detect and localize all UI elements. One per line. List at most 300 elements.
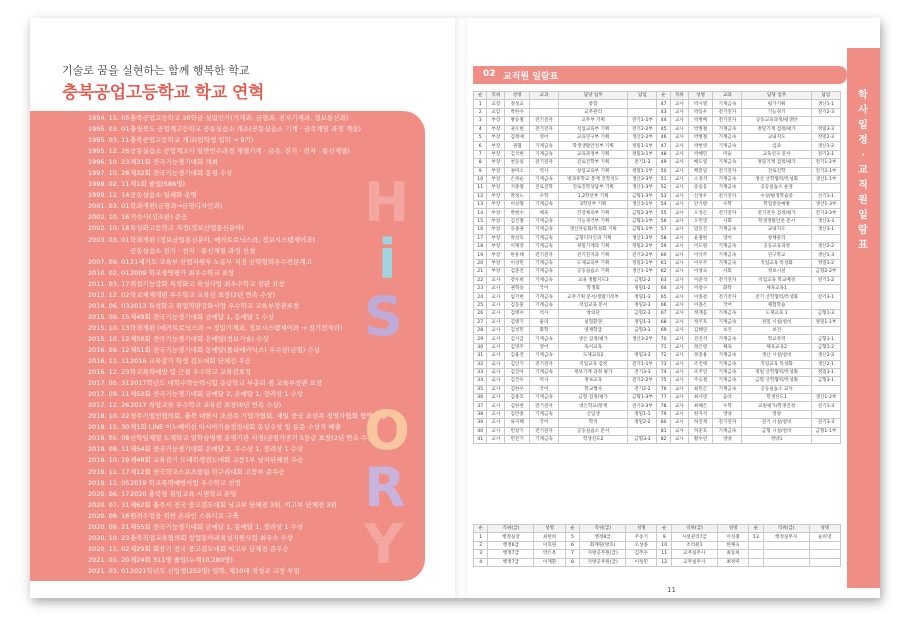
table-cell: 2 — [474, 108, 487, 116]
table-cell: 사회 — [713, 217, 742, 225]
table-cell: 정밀2-2 — [628, 419, 657, 427]
table-cell: 금형2-2부 — [811, 268, 840, 276]
table-cell: 공동실습소 기획 — [559, 268, 628, 276]
table-cell: 통할 — [559, 100, 628, 108]
table-cell: 1,2학년부 기획 — [559, 192, 628, 200]
table-cell: 오민영 — [688, 217, 713, 225]
table-cell: 전진석 — [688, 335, 713, 343]
admin-staff-table — [473, 524, 841, 567]
table-cell: 69 — [657, 326, 670, 334]
table-cell: 교사 — [487, 293, 505, 301]
table-cell: 체험학습 — [742, 301, 811, 309]
table-cell: 45 — [657, 125, 670, 133]
table-cell: 수상/평생학습중 — [742, 192, 811, 200]
table-cell: 체육 — [529, 209, 558, 217]
table-cell: 박은옥 — [534, 550, 565, 558]
table-cell: 교사 — [670, 368, 688, 376]
table-cell: 전기2-2부 — [628, 377, 657, 385]
table-cell: 연구학교 — [742, 251, 811, 259]
table-cell: 공동교육과정 — [742, 243, 811, 251]
column-header: 직위 — [487, 92, 505, 100]
table-cell: 정밀1-1 — [628, 410, 657, 418]
column-header: 순 — [474, 525, 488, 533]
table-cell: 전기전자 검정/평가 — [742, 209, 811, 217]
table-cell: 교사 — [487, 335, 505, 343]
table-cell: 박선호 — [505, 234, 530, 242]
table-cell: 이재환 — [534, 558, 565, 566]
table-cell: 교사 — [670, 184, 688, 192]
table-cell: 교사 — [670, 150, 688, 158]
table-cell: 27 — [474, 318, 487, 326]
table-cell: 생산1-3 — [811, 251, 840, 259]
table-cell: 송일웅 — [688, 184, 713, 192]
table-row — [474, 150, 841, 158]
table-cell: 박한수 — [505, 108, 530, 116]
table-cell — [809, 558, 840, 566]
table-cell: 행정6급 — [488, 541, 534, 549]
table-cell: 미술 — [713, 150, 742, 158]
table-cell: 보건 — [713, 326, 742, 334]
table-cell: 교무실무사 — [671, 550, 717, 558]
table-row — [474, 276, 841, 284]
table-row — [474, 343, 841, 351]
table-cell: 9 — [657, 533, 671, 541]
table-cell: 25 — [474, 301, 487, 309]
table-cell: 부장 — [487, 259, 505, 267]
table-cell: 지방공무원(급) — [580, 558, 626, 566]
timeline-text: 21세기도 교육부 산업자원부 노동부 지정 산학협력우수전문계고 — [130, 257, 312, 266]
table-cell: 정밀1-1부 — [628, 142, 657, 150]
table-cell: 전기3-3 — [628, 368, 657, 376]
table-cell: 전기전자 — [713, 419, 742, 427]
table-cell: 교내지도 — [742, 226, 811, 234]
table-cell: 행정8급 — [580, 533, 626, 541]
table-cell: 유종권 — [505, 226, 530, 234]
table-cell: 직업교육부 기획 — [559, 125, 628, 133]
table-cell — [811, 326, 840, 334]
table-cell: 28 — [474, 326, 487, 334]
table-cell — [763, 558, 809, 566]
timeline-date: 2016. 09. 12 — [88, 345, 130, 354]
table-cell: 53 — [657, 192, 670, 200]
table-cell: 기계금속 — [713, 335, 742, 343]
table-cell: 진로진학 — [529, 184, 558, 192]
table-cell: 정밀3-3 — [811, 125, 840, 133]
table-cell: 국어 — [713, 301, 742, 309]
table-cell: 최민곤 — [688, 385, 713, 393]
table-cell: 기계금속 — [529, 335, 558, 343]
table-cell: 전기전자 — [529, 360, 558, 368]
table-cell: 민진기 — [505, 436, 530, 444]
timeline-text: 공동실습소 전기 · 전자 · 통신계열 과정 신설 — [130, 246, 256, 255]
timeline-date: 1995. 12. 26 — [88, 147, 130, 156]
table-cell: 김만종 — [505, 410, 530, 418]
table-cell: 정밀1-3 — [628, 318, 657, 326]
table-cell: 국어 — [529, 419, 558, 427]
table-cell: 교사 — [670, 284, 688, 292]
table-cell: 정밀1-2 — [811, 259, 840, 267]
column-header: 성명 — [809, 525, 840, 533]
table-cell: 교사 — [670, 108, 688, 116]
table-row — [474, 410, 841, 418]
table-header-row — [474, 92, 841, 100]
table-cell: 67 — [657, 310, 670, 318]
column-header: 직위(급) — [488, 525, 534, 533]
table-cell: 영어 — [713, 234, 742, 242]
table-cell: 교원평가/학생진정 — [742, 402, 811, 410]
table-cell: 정밀1-1부 — [628, 167, 657, 175]
right-page — [467, 18, 880, 598]
timeline-text: 제24회 311명 졸업(누계10,280명) — [130, 555, 233, 564]
table-cell: 박병배 — [688, 117, 713, 125]
column-header: 순 — [657, 525, 671, 533]
table-row — [474, 368, 841, 376]
table-cell: 교사 — [670, 192, 688, 200]
table-cell: 생산3-3 — [811, 217, 840, 225]
table-cell — [628, 108, 657, 116]
table-cell: 수학 — [529, 192, 558, 200]
table-cell: 황수연 — [688, 436, 713, 444]
table-cell: 교사 — [487, 427, 505, 435]
table-row — [474, 142, 841, 150]
table-cell: 4 — [474, 558, 488, 566]
table-row — [474, 217, 841, 225]
table-cell — [811, 410, 840, 418]
table-cell: 교무기획 문서/생활기록부 — [559, 293, 628, 301]
table-cell: 전기3-2부 — [628, 251, 657, 259]
table-cell: 물리 — [529, 318, 558, 326]
table-cell: 부장 — [487, 175, 505, 183]
table-cell: 전기전자 — [529, 427, 558, 435]
table-cell: 3 — [474, 117, 487, 125]
table-cell: 영양 — [742, 410, 811, 418]
timeline-date: 2017. 12. 26 — [88, 401, 130, 410]
table-cell: 사회 — [713, 268, 742, 276]
table-cell: 생산 시설/설비 — [742, 352, 811, 360]
table-cell: 교사 — [670, 343, 688, 351]
table-cell: 41 — [474, 436, 487, 444]
table-cell: 직업교육 특성화 — [742, 259, 811, 267]
table-cell: 금형3-1부 — [628, 217, 657, 225]
table-cell: 김진아 — [505, 368, 530, 376]
table-cell: 생산1-3부 — [628, 184, 657, 192]
table-cell: 수학 — [713, 201, 742, 209]
table-cell: 6 — [565, 541, 579, 549]
table-cell: 전기전자 — [529, 125, 558, 133]
table-cell: 금형3-1 — [811, 377, 840, 385]
table-row — [474, 133, 841, 141]
table-row — [474, 326, 841, 334]
table-cell: 김진우 — [505, 377, 530, 385]
table-cell: 5 — [565, 533, 579, 541]
table-cell: 70 — [657, 335, 670, 343]
table-cell: 국어 — [529, 385, 558, 393]
table-cell: 최서영 — [688, 394, 713, 402]
table-cell: 생산3-2부 — [628, 335, 657, 343]
table-row — [474, 209, 841, 217]
timeline-entry — [88, 135, 408, 146]
table-cell: 금형 검정/평가 — [559, 394, 628, 402]
table-cell: 교사 — [670, 377, 688, 385]
table-cell: 11 — [474, 184, 487, 192]
table-cell: 박정노 — [505, 192, 530, 200]
table-cell: 한지석 — [688, 410, 713, 418]
timeline-text: 학과개편 (메카트로닉스과 → 정밀기계과, 정보시스템제어과 → 전기전자과) — [130, 323, 343, 332]
table-cell: 생산 산학협력/특성화 — [742, 175, 811, 183]
table-cell: 기계금속 — [529, 352, 558, 360]
table-cell: 소경석 — [688, 175, 713, 183]
timeline-date: 2015. 10. 13 — [88, 323, 130, 332]
table-cell: 도제교육2 — [559, 352, 628, 360]
table-cell: 권협 — [505, 142, 530, 150]
table-cell: 전기전자 — [713, 192, 742, 200]
table-cell: 박현수 — [505, 209, 530, 217]
table-cell: 전기전자 — [713, 209, 742, 217]
timeline-text: 특성화고등학교 지정(정보산업통신분야) — [130, 224, 244, 233]
table-cell: 금형디자인과 기획 — [559, 234, 628, 242]
table-cell: 생산3-1부 — [628, 201, 657, 209]
table-cell: 정보시설 — [742, 268, 811, 276]
table-cell: 배도열 — [688, 159, 713, 167]
table-cell: 80 — [657, 419, 670, 427]
page-number-right: 11 — [667, 586, 676, 594]
table-cell: 교사 — [670, 293, 688, 301]
table-cell: 16 — [474, 226, 487, 234]
table-cell: 전기전자 — [713, 167, 742, 175]
table-cell: 57 — [657, 226, 670, 234]
table-cell — [628, 343, 657, 351]
table-cell: 김한우 — [505, 385, 530, 393]
table-cell: 정밀2-3 — [628, 301, 657, 309]
table-cell: 정주호 — [688, 318, 713, 326]
timeline-date: 2001. 03. 01 — [88, 202, 130, 211]
table-cell: 기계금속 — [529, 276, 558, 284]
table-cell: 정밀 산학협력/특성화 — [742, 368, 811, 376]
table-cell: 금형3-3 — [628, 326, 657, 334]
table-cell: 58 — [657, 234, 670, 242]
table-cell: 시설관리7급 — [671, 533, 717, 541]
table-cell: 박혜민 — [688, 150, 713, 158]
table-cell: 공동교육과정/평생반 — [742, 117, 811, 125]
table-row — [474, 251, 841, 259]
timeline-text: 기숙사(성조관) 준공 — [130, 213, 188, 222]
table-row — [474, 226, 841, 234]
table-cell: 교내 생활지도3 — [559, 276, 628, 284]
table-cell: 교사 — [487, 352, 505, 360]
table-cell: 교사 — [670, 394, 688, 402]
column-header: 순 — [749, 525, 763, 533]
table-cell: 전기1-2 — [628, 159, 657, 167]
table-cell — [811, 436, 840, 444]
timeline-text: 취업기능강화 특성화고 육성사업 최우수학교 장관 표창 — [130, 279, 285, 288]
column-header: 순 — [474, 92, 487, 100]
timeline-text: 학과개편 (정보산업통신분야, 메카트로닉스과, 정보시스템제어과) — [130, 235, 315, 244]
column-header: 교과 — [713, 92, 742, 100]
timeline-date: 2016. 11. 11 — [88, 357, 130, 366]
table-cell — [811, 301, 840, 309]
table-cell: 직업교육 문서 — [559, 301, 628, 309]
table-cell: 정은영 — [688, 343, 713, 351]
timeline-date: 2021. 01. 20 — [88, 555, 130, 564]
table-cell: 15 — [474, 217, 487, 225]
table-cell: 수학 — [713, 402, 742, 410]
table-cell: 7 — [474, 150, 487, 158]
table-cell: 전기1-3 — [811, 402, 840, 410]
table-header-row — [474, 525, 841, 533]
table-cell: 교사 — [670, 436, 688, 444]
timeline-date: 2015. 10. 12 — [88, 334, 130, 343]
table-cell: 기계금속 — [713, 100, 742, 108]
table-cell: 기계금속 — [529, 368, 558, 376]
timeline-text: 공동실습소 일세화 운영 — [130, 191, 197, 200]
table-cell: 48 — [657, 150, 670, 158]
section-number: 02 — [483, 69, 496, 79]
timeline-text: 학교체제개편 우수학교 교육감 표창(2년 연속 수상) — [130, 290, 276, 299]
timeline-text: 2021학년도 신입생(252명) 입학, 제10대 정성교 교장 부임 — [130, 566, 300, 575]
table-cell: 정밀기계 검정/평가 — [742, 159, 811, 167]
table-cell: 정보기계 과정 평가 — [559, 368, 628, 376]
table-cell: 생산2-3 — [811, 352, 840, 360]
table-cell: 부장 — [487, 209, 505, 217]
table-cell: 전기2-1 — [811, 150, 840, 158]
table-cell: 교장 — [487, 100, 505, 108]
table-row — [474, 293, 841, 301]
timeline-text: 제54회 전국기능경기대회 은메달 3, 우수상 1, 장려상 1 수상 — [130, 445, 304, 454]
table-cell — [529, 108, 558, 116]
timeline-date: 2016. 12. 23 — [88, 368, 130, 377]
table-cell: 도제교육부 기획 — [559, 259, 628, 267]
table-cell: 26 — [474, 310, 487, 318]
timeline-date: 2020. 08. 16 — [88, 511, 130, 520]
table-cell — [529, 100, 558, 108]
timeline-text: 제12회 전국학교스포츠클럽 학구리대회 고등부 준우승 — [130, 467, 285, 476]
table-cell: 부장 — [487, 117, 505, 125]
table-cell: 김진철 — [505, 217, 530, 225]
timeline-text: 제51회 전국기능경기대회 동메달(폴리메카닉스) 우수상(금형) 수상 — [130, 345, 320, 354]
table-cell: 전기3-1 — [811, 293, 840, 301]
timeline-date: 1999. 12. 14 — [88, 191, 130, 200]
table-cell: 기계금속 — [529, 226, 558, 234]
table-cell: 한채숙 — [717, 541, 748, 549]
table-cell: 정밀1-1부 — [811, 318, 840, 326]
table-cell: 24 — [474, 293, 487, 301]
table-cell: 55 — [657, 209, 670, 217]
table-cell: 기계금속 — [713, 133, 742, 141]
table-cell: 전기전자 — [713, 293, 742, 301]
table-cell: 진로진학상담부 기획 — [559, 184, 628, 192]
timeline-text: 2009 학교경영평가 최우수학교 표창 — [130, 268, 235, 277]
table-cell: 교무관리 — [559, 108, 628, 116]
table-cell — [763, 541, 809, 549]
table-cell: 김석현 — [505, 150, 530, 158]
table-cell: 김영주 — [505, 343, 530, 351]
table-cell: 기계금속 — [713, 259, 742, 267]
table-cell: 52 — [657, 184, 670, 192]
table-cell: 김정애 — [505, 133, 530, 141]
table-cell: 교사 — [487, 318, 505, 326]
table-cell: 22 — [474, 276, 487, 284]
timeline-date: 2011. 03. 17 — [88, 279, 130, 288]
table-cell: 음악 — [713, 394, 742, 402]
table-cell: 이종은 — [688, 301, 713, 309]
table-cell: 교사 — [487, 326, 505, 334]
column-header: 성명 — [505, 92, 530, 100]
table-cell: 입과 — [742, 142, 811, 150]
table-cell: 부장 — [487, 217, 505, 225]
table-cell: 13 — [749, 533, 763, 541]
table-cell: 기계금속 — [529, 410, 558, 418]
table-cell: 김인기 — [505, 360, 530, 368]
table-row — [474, 394, 841, 402]
table-cell: 행정7급 — [488, 558, 534, 566]
table-cell: 82 — [657, 436, 670, 444]
column-header: 성명 — [717, 525, 748, 533]
table-cell: 생산1-3부 — [628, 234, 657, 242]
timeline-date: 2014. 06. 03 — [88, 301, 130, 310]
table-cell: 류지혜 — [505, 419, 530, 427]
table-cell: 38 — [474, 410, 487, 418]
side-tab-label: 학사일정 · 교직원일람표 — [858, 90, 868, 251]
history-letter: H — [364, 171, 410, 234]
timeline-text: 산학일체형 도제학교 일학습병행 운영기관 지정(금형가공기 5등급 표창(2년 연속 수상) — [130, 434, 376, 443]
table-cell: 61 — [657, 259, 670, 267]
table-cell: 독서교육 — [559, 343, 628, 351]
timeline-text: 2016 교육감기 학생 검도대회 단체전 우승 — [130, 357, 252, 366]
table-cell: 정밀기계과 기획 — [559, 243, 628, 251]
table-cell: 생산자동화/특성화 기획 — [559, 226, 628, 234]
table-row — [474, 310, 841, 318]
table-cell: 교육연구 문서 — [742, 150, 811, 158]
timeline-date: 2021. 03. 01 — [88, 566, 130, 575]
table-cell: 이석주 — [688, 251, 713, 259]
table-cell: 김종호 — [505, 394, 530, 402]
table-cell: 교사 — [670, 310, 688, 318]
table-cell: 직업교육 특성화 — [742, 360, 811, 368]
table-cell: 조진택 — [688, 360, 713, 368]
table-cell: 기계금속 — [713, 427, 742, 435]
table-row — [474, 175, 841, 183]
table-cell: 권오현 — [505, 125, 530, 133]
table-cell: 전기2-2부 — [628, 125, 657, 133]
table-cell: 권미소 — [505, 167, 530, 175]
table-cell: 59 — [657, 243, 670, 251]
table-cell: 기계금속 — [713, 352, 742, 360]
table-cell: 교사 — [670, 335, 688, 343]
table-cell: 33 — [474, 368, 487, 376]
timeline-text: 제62회 충주시 전국 중고검도대회 남고부 단체전 3위, 여고부 단체전 3위 — [130, 500, 337, 509]
table-row — [474, 427, 841, 435]
table-cell: 전기3-3부 — [628, 402, 657, 410]
table-cell: 정밀3-3 — [628, 352, 657, 360]
table-cell: 교사 — [670, 301, 688, 309]
table-cell: 영어 — [529, 343, 558, 351]
table-cell: 이도원 — [688, 243, 713, 251]
table-cell: 행정실장 — [488, 533, 534, 541]
table-cell: 염동진 — [688, 226, 713, 234]
table-cell: 교내지도 — [742, 133, 811, 141]
timeline-text: 2013 특성화고 취업역량강화사업 우수학교 교육부장관표창 — [130, 301, 300, 310]
table-cell: 허진재 — [688, 419, 713, 427]
table-cell: 박동우 — [688, 108, 713, 116]
table-cell: 교사 — [487, 284, 505, 292]
table-cell: 기계금속 — [713, 251, 742, 259]
table-cell: 전기전자 — [713, 117, 742, 125]
table-cell: 금형 산학협력/특성화 — [742, 377, 811, 385]
timeline-entry — [88, 124, 408, 135]
table-cell: 화학 — [529, 326, 558, 334]
table-cell: 교육과정부 기획 — [559, 150, 628, 158]
table-cell: 62 — [657, 268, 670, 276]
